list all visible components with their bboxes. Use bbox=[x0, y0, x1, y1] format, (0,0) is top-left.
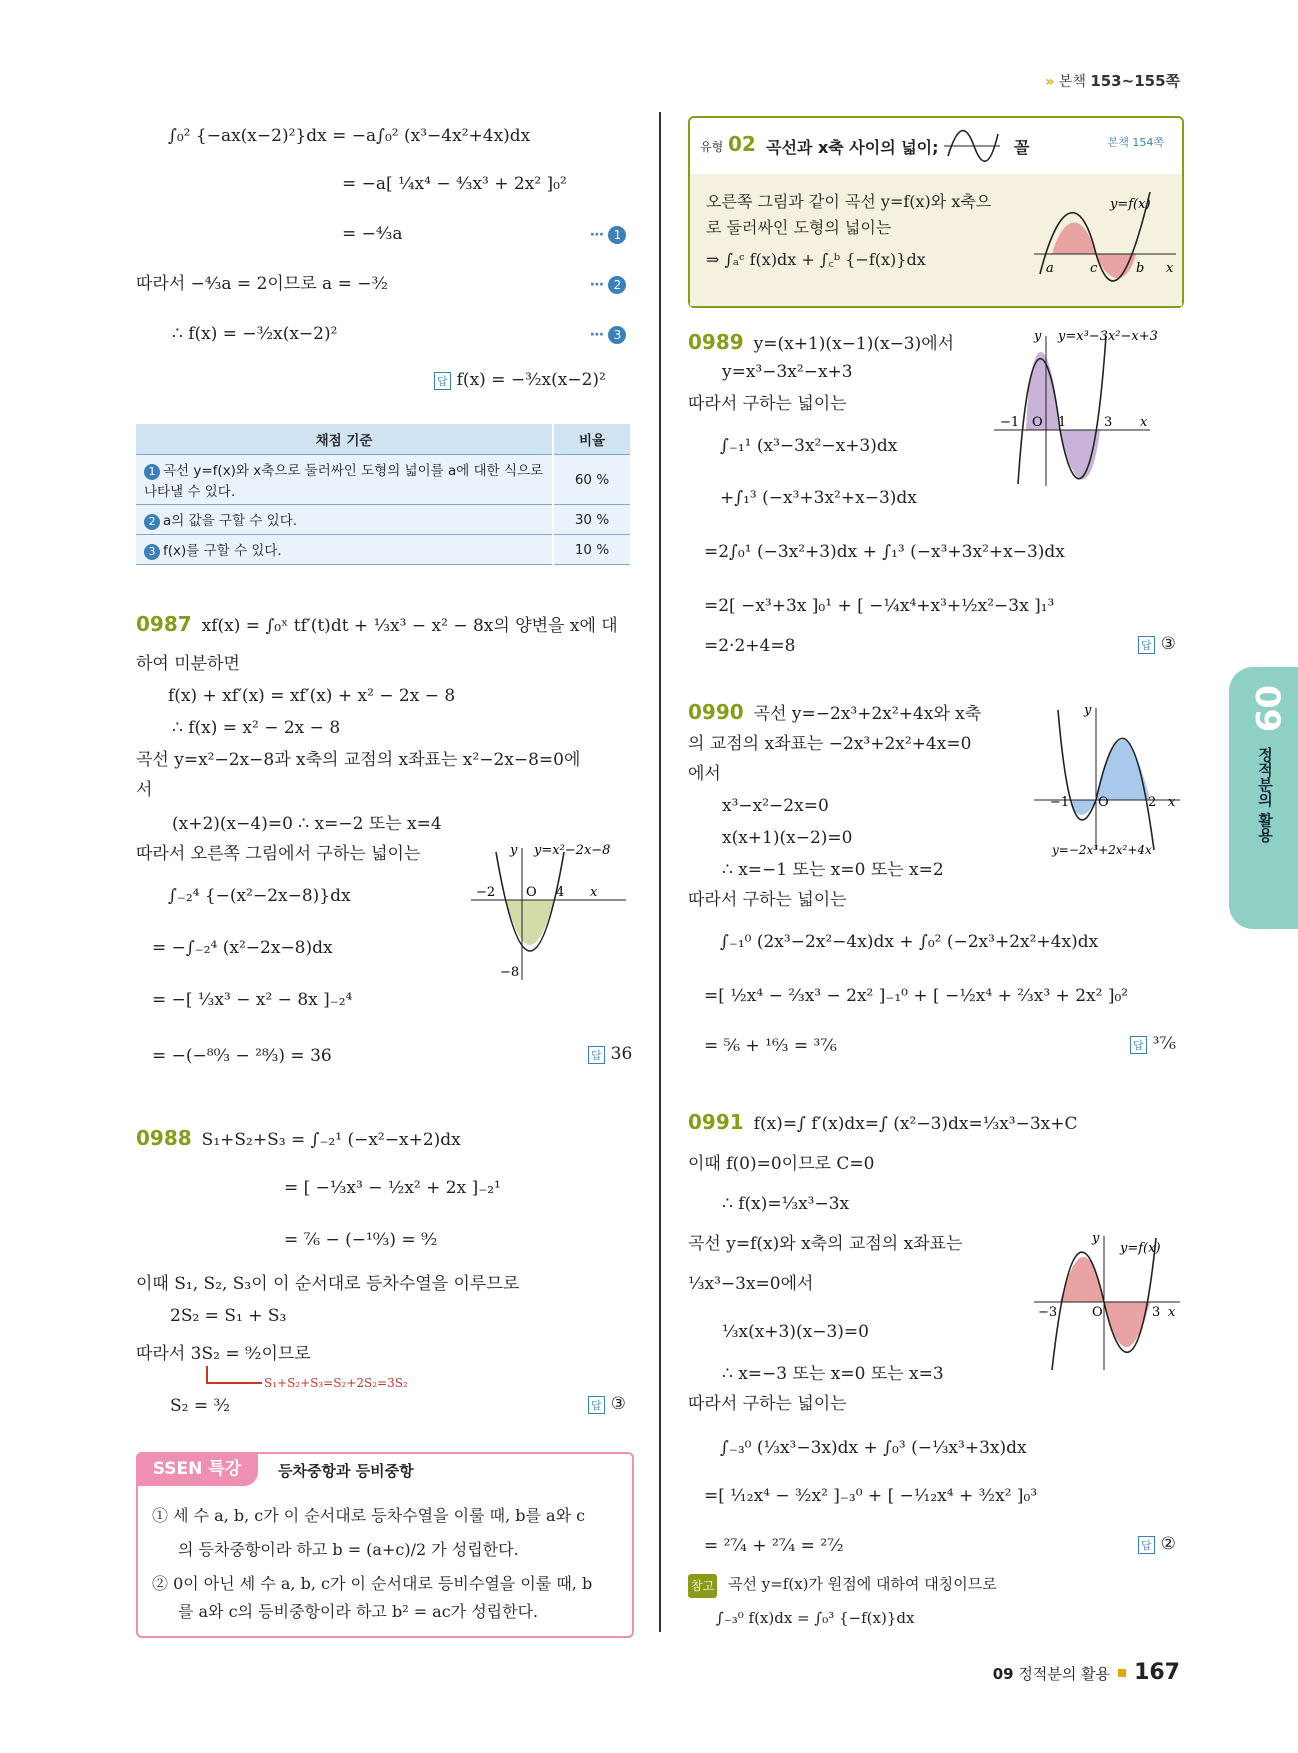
answer: 답 ② bbox=[1138, 1534, 1176, 1554]
svg-text:x: x bbox=[590, 885, 598, 900]
type-02-box: 유형 02 곡선과 x축 사이의 넓이; 꼴 본책 154쪽 오른쪽 그림과 같이 곡선 y=f(x)와 x축으 로 둘러싸인 도형의 넓이는 ⇒ ∫ₐᶜ f(x)dx + ∫꜀ᵇ {−f(x)}dx a c b x y=f(x) bbox=[688, 116, 1184, 308]
math-line: ∫₀² {−ax(x−2)²}dx = −a∫₀² (x³−4x²+4x)dx bbox=[168, 126, 531, 146]
svg-text:b: b bbox=[1136, 261, 1145, 276]
problem-number: 0988 bbox=[136, 1126, 192, 1150]
grading-header-criteria: 채점 기준 bbox=[136, 424, 553, 455]
table-row: 3 f(x)를 구할 수 있다. 10 % bbox=[136, 535, 630, 565]
svg-text:x: x bbox=[1166, 261, 1174, 276]
svg-text:O: O bbox=[1032, 415, 1043, 430]
svg-text:y: y bbox=[510, 843, 518, 858]
math-line: ∴ f(x) = −³⁄₂x(x−2)² bbox=[172, 324, 338, 344]
svg-text:c: c bbox=[1090, 261, 1098, 276]
svg-text:2: 2 bbox=[1148, 795, 1157, 810]
svg-text:−1: −1 bbox=[1050, 795, 1070, 810]
note-connector bbox=[206, 1382, 262, 1384]
ssen-special-box: SSEN 특강 등차중항과 등비중항 ① 세 수 a, b, c가 이 순서대로 등차수열을 이룰 때, b를 a와 c 의 등차중항이라 하고 b = (a+c)/2 가 성립한다. ② 0이 아닌 세 수 a, b, c가 이 순서대로 등비수열을 이룰 때, b 를 a와 c의 등비중항이라 하고 b² = ac가 성립한다. bbox=[136, 1452, 634, 1638]
problem-number: 0991 bbox=[688, 1110, 744, 1134]
answer: 답 ③ bbox=[1138, 634, 1176, 654]
square-bullet-icon bbox=[1118, 1669, 1126, 1677]
chapter-side-tab[interactable]: 09 정적분의 활용 bbox=[1229, 667, 1298, 929]
cubic-graph-0990 bbox=[1030, 700, 1190, 860]
note-tag: 참고 bbox=[688, 1574, 717, 1598]
answer: 답 f(x) = −³⁄₂x(x−2)² bbox=[434, 370, 606, 390]
page-reference: » 본책 153~155쪽 bbox=[1045, 72, 1180, 90]
grading-table bbox=[136, 424, 630, 565]
answer: 답 ③ bbox=[588, 1394, 626, 1414]
svg-text:y: y bbox=[1084, 703, 1092, 718]
svg-text:y=f(x): y=f(x) bbox=[1110, 197, 1151, 212]
svg-text:1: 1 bbox=[1058, 415, 1067, 430]
cubic-graph-0991 bbox=[1030, 1230, 1190, 1380]
parabola-graph bbox=[466, 840, 636, 990]
svg-text:y=f(x): y=f(x) bbox=[1120, 1241, 1161, 1256]
svg-text:O: O bbox=[1098, 795, 1109, 810]
svg-text:−1: −1 bbox=[1000, 415, 1020, 430]
math-line: 따라서 −⁴⁄₃a = 2이므로 a = −³⁄₂ bbox=[136, 274, 388, 294]
svg-text:−8: −8 bbox=[500, 965, 520, 980]
svg-text:x: x bbox=[1168, 795, 1176, 810]
column-divider bbox=[659, 112, 661, 1632]
step-mark-3: 3 bbox=[608, 326, 626, 344]
svg-text:3: 3 bbox=[1104, 415, 1113, 430]
math-line: = −a[ ¼x⁴ − ⁴⁄₃x³ + 2x² ]₀² bbox=[342, 174, 567, 194]
step-mark-1: 1 bbox=[608, 226, 626, 244]
problem-number: 0989 bbox=[688, 330, 744, 354]
problem-number: 0987 bbox=[136, 612, 192, 636]
cubic-graph-0989 bbox=[990, 326, 1184, 492]
svg-text:y=x²−2x−8: y=x²−2x−8 bbox=[534, 843, 611, 858]
svg-text:x: x bbox=[1168, 1305, 1176, 1320]
svg-text:O: O bbox=[1092, 1305, 1103, 1320]
answer: 답 36 bbox=[588, 1044, 632, 1064]
svg-text:O: O bbox=[526, 885, 537, 900]
area-curve-graph bbox=[1030, 182, 1180, 292]
svg-text:y: y bbox=[1034, 329, 1042, 344]
svg-text:4: 4 bbox=[556, 885, 565, 900]
svg-text:−2: −2 bbox=[476, 885, 496, 900]
svg-text:3: 3 bbox=[1152, 1305, 1161, 1320]
problem-number: 0990 bbox=[688, 700, 744, 724]
answer: 답 ³⁷⁄₆ bbox=[1130, 1034, 1176, 1054]
svg-text:x: x bbox=[1140, 415, 1148, 430]
table-row: 2 a의 값을 구할 수 있다. 30 % bbox=[136, 505, 630, 535]
wave-icon bbox=[944, 128, 1004, 164]
svg-text:−3: −3 bbox=[1038, 1305, 1058, 1320]
math-line: = −⁴⁄₃a bbox=[342, 224, 403, 244]
page-number: 167 bbox=[1134, 1660, 1180, 1685]
grading-header-ratio: 비율 bbox=[553, 424, 630, 455]
svg-text:a: a bbox=[1046, 261, 1054, 276]
svg-text:y=−2x³+2x²+4x: y=−2x³+2x²+4x bbox=[1052, 843, 1152, 857]
page-footer: 09 정적분의 활용 167 bbox=[992, 1660, 1180, 1685]
double-chevron-icon: » bbox=[1045, 74, 1055, 90]
table-row: 1 곡선 y=f(x)와 x축으로 둘러싸인 도형의 넓이를 a에 대한 식으로 나타낼 수 있다. 60 % bbox=[136, 455, 630, 505]
step-mark-2: 2 bbox=[608, 276, 626, 294]
svg-text:y: y bbox=[1092, 1231, 1100, 1246]
svg-text:y=x³−3x²−x+3: y=x³−3x²−x+3 bbox=[1058, 329, 1158, 344]
